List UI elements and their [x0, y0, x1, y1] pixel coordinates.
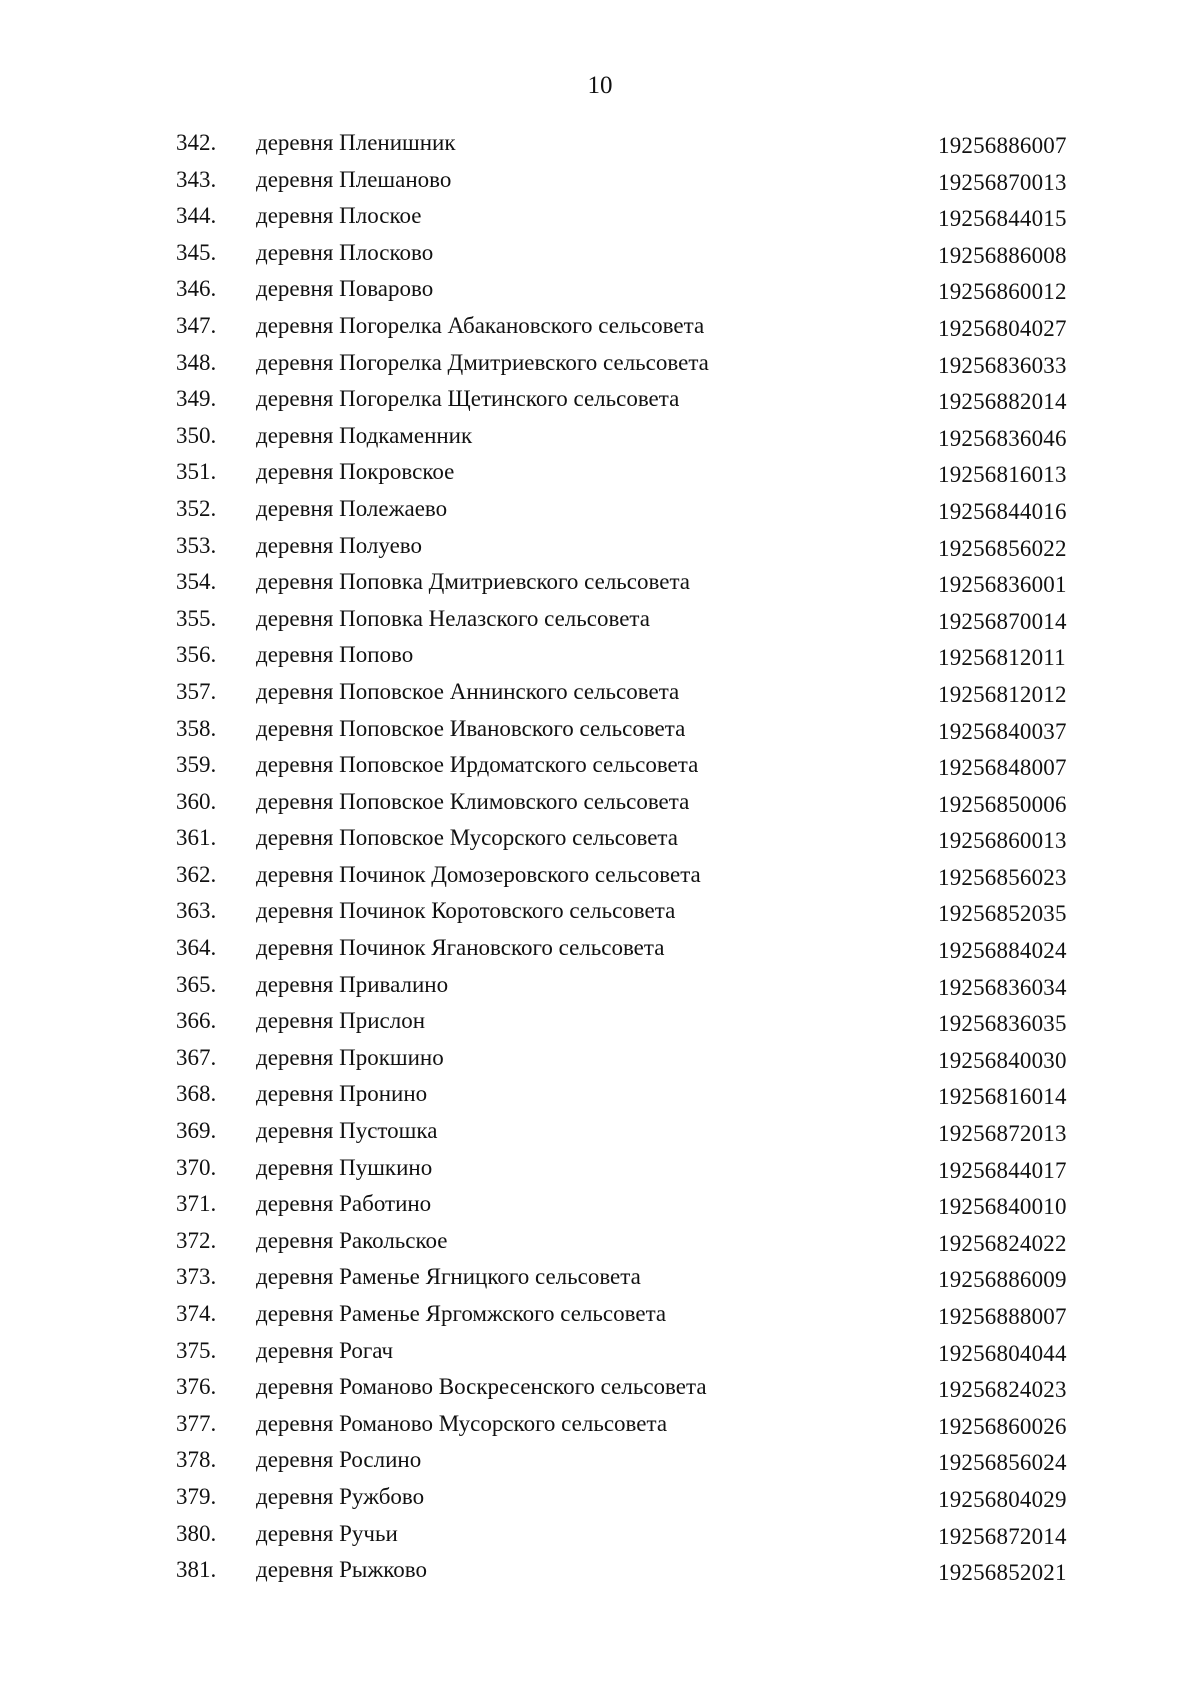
list-item	[0, 384, 1200, 421]
oktmo-code: 19256844015	[938, 206, 1067, 232]
settlement-name: деревня Попово	[256, 642, 414, 668]
item-number: 355.	[176, 605, 217, 631]
item-number: 375.	[176, 1337, 217, 1363]
oktmo-code: 19256856024	[938, 1450, 1067, 1476]
item-number: 344.	[176, 203, 217, 229]
settlement-name: деревня Ракольское	[256, 1227, 448, 1253]
settlement-name: деревня Пленишник	[256, 130, 456, 155]
list-item	[0, 1226, 1200, 1263]
oktmo-code: 19256804029	[938, 1486, 1067, 1512]
oktmo-code: 19256850006	[938, 791, 1067, 817]
list-item	[0, 750, 1200, 787]
item-number: 362.	[176, 861, 217, 887]
item-number: 354.	[176, 569, 217, 595]
item-number: 356.	[176, 642, 217, 668]
oktmo-code: 19256860012	[938, 279, 1067, 305]
oktmo-code: 19256836033	[938, 352, 1067, 378]
list-item	[0, 1372, 1200, 1409]
item-number: 348.	[176, 349, 217, 375]
list-item	[0, 1116, 1200, 1153]
settlement-name: деревня Поповское Ивановского сельсовета	[256, 715, 686, 741]
oktmo-code: 19256860026	[938, 1413, 1067, 1439]
settlement-name: деревня Романово Воскресенского сельсовета	[256, 1374, 707, 1400]
list-item	[0, 860, 1200, 897]
oktmo-code: 19256836035	[938, 1011, 1067, 1037]
list-item	[0, 677, 1200, 714]
settlement-name: деревня Рыжково	[256, 1557, 427, 1583]
item-number: 349.	[176, 386, 217, 412]
item-number: 366.	[176, 1008, 217, 1034]
oktmo-code: 19256812011	[938, 645, 1066, 671]
settlement-name: деревня Поповское Мусорского сельсовета	[256, 825, 678, 851]
list-item	[0, 896, 1200, 933]
item-number: 374.	[176, 1301, 217, 1326]
oktmo-code: 19256836034	[938, 974, 1067, 1000]
list-item	[0, 274, 1200, 311]
oktmo-code: 19256870013	[938, 169, 1067, 195]
settlement-name: деревня Ручьи	[256, 1520, 398, 1546]
item-number: 376.	[176, 1374, 217, 1400]
list-item	[0, 823, 1200, 860]
item-number: 358.	[176, 715, 217, 741]
oktmo-code: 19256882014	[938, 389, 1067, 415]
settlement-name: деревня Погорелка Щетинского сельсовета	[256, 386, 680, 412]
item-number: 367.	[176, 1044, 217, 1070]
item-number: 369.	[176, 1118, 217, 1144]
oktmo-code: 19256852035	[938, 901, 1067, 927]
list-item	[0, 201, 1200, 238]
item-number: 352.	[176, 495, 217, 521]
settlement-name: деревня Погорелка Дмитриевского сельсовета	[256, 349, 709, 375]
list-item	[0, 1153, 1200, 1190]
settlement-name: деревня Рослино	[256, 1447, 422, 1473]
settlement-name: деревня Поповское Ирдоматского сельсовета	[256, 752, 699, 778]
oktmo-code: 19256840010	[938, 1194, 1067, 1220]
list-item	[0, 567, 1200, 604]
list-item	[0, 238, 1200, 275]
settlement-name: деревня Раменье Яргомжского сельсовета	[256, 1301, 667, 1326]
item-number: 360.	[176, 788, 217, 814]
list-item	[0, 1006, 1200, 1043]
settlement-name: деревня Поварово	[256, 276, 434, 302]
settlement-name: деревня Пустошка	[256, 1118, 438, 1144]
settlement-name: деревня Поповка Дмитриевского сельсовета	[256, 569, 690, 595]
settlement-name: деревня Погорелка Абакановского сельсовета	[256, 312, 705, 338]
settlement-name: деревня Поповка Нелазского сельсовета	[256, 605, 650, 631]
item-number: 378.	[176, 1447, 217, 1473]
list-item	[0, 1445, 1200, 1482]
oktmo-code: 19256816014	[938, 1084, 1067, 1110]
settlement-name: деревня Полежаево	[256, 495, 448, 521]
settlement-name: деревня Привалино	[256, 971, 449, 997]
item-number: 370.	[176, 1154, 217, 1180]
oktmo-code: 19256856022	[938, 535, 1067, 561]
list-item	[0, 1482, 1200, 1519]
list-item	[0, 933, 1200, 970]
settlement-name: деревня Прислон	[256, 1008, 426, 1034]
settlement-name: деревня Починок Домозеровского сельсовета	[256, 861, 701, 887]
settlement-name: деревня Полуево	[256, 532, 423, 558]
settlement-name: деревня Ружбово	[256, 1483, 425, 1509]
settlement-name: деревня Плешаново	[256, 166, 452, 192]
oktmo-code: 19256870014	[938, 608, 1067, 634]
settlement-name: деревня Пронино	[256, 1081, 428, 1107]
item-number: 381.	[176, 1557, 217, 1583]
oktmo-code: 19256844017	[938, 1157, 1067, 1183]
settlement-name: деревня Поповское Аннинского сельсовета	[256, 678, 680, 704]
item-number: 380.	[176, 1520, 217, 1546]
item-number: 365.	[176, 971, 217, 997]
list-item	[0, 604, 1200, 641]
oktmo-code: 19256836046	[938, 425, 1067, 451]
item-number: 373.	[176, 1264, 217, 1290]
oktmo-code: 19256872014	[938, 1523, 1067, 1549]
list-item	[0, 970, 1200, 1007]
list-item	[0, 640, 1200, 677]
item-number: 346.	[176, 276, 217, 302]
settlement-name: деревня Поповское Климовского сельсовета	[256, 788, 690, 814]
item-number: 372.	[176, 1227, 217, 1253]
oktmo-code: 19256840037	[938, 718, 1067, 744]
list-item	[0, 165, 1200, 202]
list-item	[0, 457, 1200, 494]
oktmo-code: 19256860013	[938, 828, 1067, 854]
settlement-name: деревня Плоское	[256, 203, 422, 229]
item-number: 347.	[176, 312, 217, 338]
list-item	[0, 128, 1200, 165]
oktmo-code: 19256804027	[938, 315, 1067, 341]
list-item	[0, 1189, 1200, 1226]
item-number: 350.	[176, 422, 217, 448]
settlement-name: деревня Плосково	[256, 239, 434, 265]
list-item	[0, 348, 1200, 385]
list-item	[0, 531, 1200, 568]
oktmo-code: 19256886008	[938, 242, 1067, 268]
item-number: 363.	[176, 898, 217, 924]
oktmo-code: 19256886009	[938, 1267, 1067, 1293]
item-number: 371.	[176, 1191, 217, 1217]
settlement-list	[0, 128, 1200, 1592]
item-number: 364.	[176, 935, 217, 961]
settlement-name: деревня Раменье Ягницкого сельсовета	[256, 1264, 641, 1290]
settlement-name: деревня Починок Коротовского сельсовета	[256, 898, 676, 924]
oktmo-code: 19256886007	[938, 133, 1067, 158]
oktmo-code: 19256840030	[938, 1047, 1067, 1073]
list-item	[0, 1043, 1200, 1080]
item-number: 351.	[176, 459, 217, 485]
oktmo-code: 19256804044	[938, 1340, 1067, 1366]
list-item	[0, 1519, 1200, 1556]
item-number: 377.	[176, 1410, 217, 1436]
settlement-name: деревня Пушкино	[256, 1154, 433, 1180]
oktmo-code: 19256816013	[938, 462, 1067, 488]
item-number: 368.	[176, 1081, 217, 1107]
list-item	[0, 787, 1200, 824]
settlement-name: деревня Прокшино	[256, 1044, 444, 1070]
settlement-name: деревня Починок Ягановского сельсовета	[256, 935, 665, 961]
settlement-name: деревня Подкаменник	[256, 422, 473, 448]
oktmo-code: 19256856023	[938, 864, 1067, 890]
page-number: 10	[587, 72, 613, 99]
list-item	[0, 1555, 1200, 1592]
list-item	[0, 1079, 1200, 1116]
item-number: 379.	[176, 1483, 217, 1509]
oktmo-code: 19256836001	[938, 572, 1067, 598]
settlement-name: деревня Работино	[256, 1191, 432, 1217]
list-item	[0, 1262, 1200, 1299]
list-item	[0, 714, 1200, 751]
oktmo-code: 19256848007	[938, 755, 1067, 781]
oktmo-code: 19256852021	[938, 1560, 1067, 1586]
settlement-name: деревня Романово Мусорского сельсовета	[256, 1410, 668, 1436]
oktmo-code: 19256884024	[938, 938, 1067, 964]
settlement-name: деревня Рогач	[256, 1337, 394, 1363]
item-number: 345.	[176, 239, 217, 265]
oktmo-code: 19256812012	[938, 681, 1067, 707]
item-number: 357.	[176, 678, 217, 704]
oktmo-code: 19256824022	[938, 1230, 1067, 1256]
item-number: 353.	[176, 532, 217, 558]
list-item	[0, 1299, 1200, 1336]
item-number: 343.	[176, 166, 217, 192]
oktmo-code: 19256844016	[938, 498, 1067, 524]
settlement-name: деревня Покровское	[256, 459, 455, 485]
item-number: 359.	[176, 752, 217, 778]
oktmo-code: 19256888007	[938, 1304, 1067, 1329]
oktmo-code: 19256824023	[938, 1377, 1067, 1403]
list-item	[0, 494, 1200, 531]
oktmo-code: 19256872013	[938, 1121, 1067, 1147]
list-item	[0, 1409, 1200, 1446]
item-number: 361.	[176, 825, 217, 851]
list-item	[0, 421, 1200, 458]
item-number: 342.	[176, 130, 217, 155]
list-item	[0, 311, 1200, 348]
list-item	[0, 1336, 1200, 1373]
